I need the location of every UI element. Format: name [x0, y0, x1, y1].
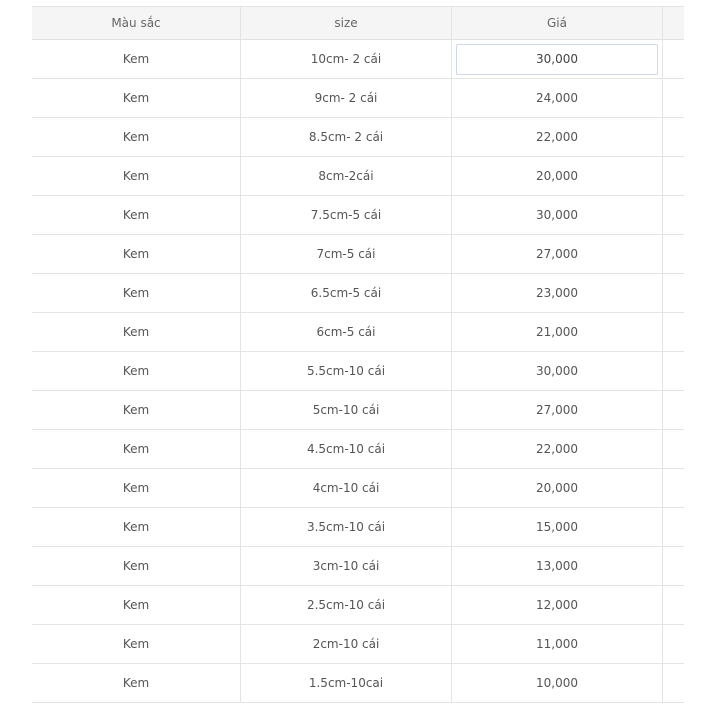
color-cell: Kem [32, 235, 241, 273]
color-cell: Kem [32, 625, 241, 663]
price-cell[interactable]: 30,000 [452, 352, 663, 390]
size-cell: 2.5cm-10 cái [241, 586, 452, 624]
table-row [32, 79, 684, 118]
header-color: Màu sắc [32, 7, 241, 39]
header-size: size [241, 7, 452, 39]
row-spacer [663, 118, 684, 156]
color-cell: Kem [32, 391, 241, 429]
size-cell: 7cm-5 cái [241, 235, 452, 273]
price-cell[interactable]: 27,000 [452, 235, 663, 273]
color-cell: Kem [32, 40, 241, 78]
row-spacer [663, 508, 684, 546]
row-spacer [663, 274, 684, 312]
table-row [32, 391, 684, 430]
row-spacer [663, 313, 684, 351]
color-cell: Kem [32, 352, 241, 390]
table-row [32, 235, 684, 274]
price-cell[interactable]: 10,000 [452, 664, 663, 702]
row-spacer [663, 547, 684, 585]
table-row [32, 274, 684, 313]
price-cell[interactable]: 27,000 [452, 391, 663, 429]
color-cell: Kem [32, 547, 241, 585]
row-spacer [663, 235, 684, 273]
table-row [32, 157, 684, 196]
size-cell: 4.5cm-10 cái [241, 430, 452, 468]
size-cell: 3cm-10 cái [241, 547, 452, 585]
table-row [32, 625, 684, 664]
color-cell: Kem [32, 430, 241, 468]
size-cell: 2cm-10 cái [241, 625, 452, 663]
price-cell[interactable]: 21,000 [452, 313, 663, 351]
price-input[interactable] [456, 44, 658, 75]
color-cell: Kem [32, 469, 241, 507]
row-spacer [663, 664, 684, 702]
size-cell: 5cm-10 cái [241, 391, 452, 429]
table-row [32, 40, 684, 79]
size-cell: 9cm- 2 cái [241, 79, 452, 117]
size-cell: 5.5cm-10 cái [241, 352, 452, 390]
table-row [32, 664, 684, 703]
size-cell: 6cm-5 cái [241, 313, 452, 351]
size-cell: 6.5cm-5 cái [241, 274, 452, 312]
header-price: Giá [452, 7, 663, 39]
color-cell: Kem [32, 313, 241, 351]
color-cell: Kem [32, 79, 241, 117]
price-cell[interactable]: 22,000 [452, 430, 663, 468]
table-row [32, 430, 684, 469]
color-cell: Kem [32, 274, 241, 312]
price-cell[interactable]: 24,000 [452, 79, 663, 117]
color-cell: Kem [32, 664, 241, 702]
price-cell[interactable]: 20,000 [452, 469, 663, 507]
variant-price-table [32, 6, 684, 703]
table-row [32, 313, 684, 352]
row-spacer [663, 157, 684, 195]
color-cell: Kem [32, 508, 241, 546]
header-spacer [663, 7, 684, 39]
row-spacer [663, 79, 684, 117]
price-cell[interactable]: 11,000 [452, 625, 663, 663]
row-spacer [663, 625, 684, 663]
size-cell: 10cm- 2 cái [241, 40, 452, 78]
table-row [32, 469, 684, 508]
price-cell[interactable]: 13,000 [452, 547, 663, 585]
price-cell[interactable]: 15,000 [452, 508, 663, 546]
row-spacer [663, 196, 684, 234]
table-header [32, 6, 684, 40]
table-row [32, 508, 684, 547]
row-spacer [663, 469, 684, 507]
row-spacer [663, 430, 684, 468]
table-row [32, 118, 684, 157]
table-row [32, 196, 684, 235]
size-cell: 8cm-2cái [241, 157, 452, 195]
color-cell: Kem [32, 196, 241, 234]
row-spacer [663, 391, 684, 429]
table-body [32, 40, 684, 703]
table-row [32, 352, 684, 391]
row-spacer [663, 586, 684, 624]
size-cell: 4cm-10 cái [241, 469, 452, 507]
price-cell[interactable]: 30,000 [452, 196, 663, 234]
price-cell[interactable]: 22,000 [452, 118, 663, 156]
size-cell: 3.5cm-10 cái [241, 508, 452, 546]
price-cell[interactable]: 23,000 [452, 274, 663, 312]
row-spacer [663, 352, 684, 390]
table-row [32, 586, 684, 625]
size-cell: 7.5cm-5 cái [241, 196, 452, 234]
color-cell: Kem [32, 118, 241, 156]
size-cell: 8.5cm- 2 cái [241, 118, 452, 156]
price-cell[interactable]: 12,000 [452, 586, 663, 624]
row-spacer [663, 40, 684, 78]
color-cell: Kem [32, 586, 241, 624]
price-cell [452, 40, 663, 78]
price-cell[interactable]: 20,000 [452, 157, 663, 195]
color-cell: Kem [32, 157, 241, 195]
table-row [32, 547, 684, 586]
size-cell: 1.5cm-10cai [241, 664, 452, 702]
